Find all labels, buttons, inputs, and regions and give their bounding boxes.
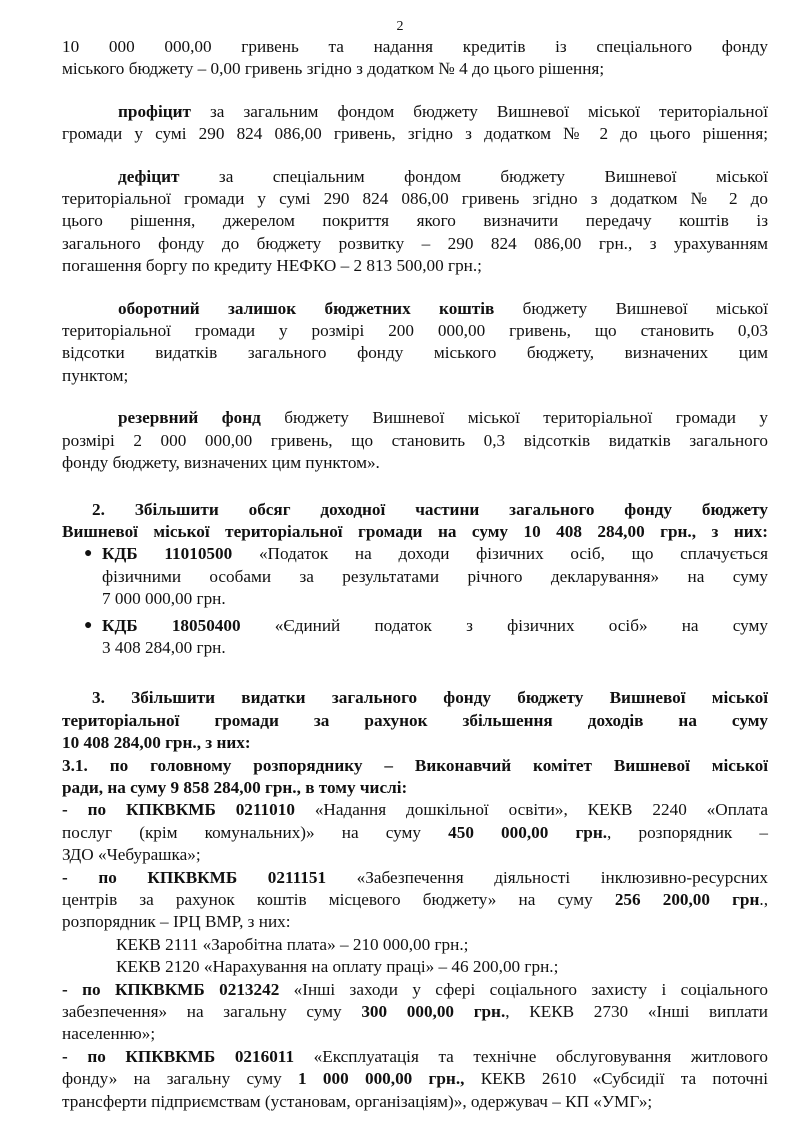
list-item [62, 543, 768, 610]
kpkvkmb-0213242 [62, 979, 768, 1046]
text-line: фонду бюджету, визначених цим пунктом». [62, 453, 380, 473]
text-span: фонду» на загальну суму [62, 1069, 299, 1089]
text-line: ЗДО «Чебурашка»; [62, 845, 201, 865]
text-span: 300 000,00 грн. [361, 1002, 506, 1022]
text-line: розпорядник – ІРЦ ВМР, з них: [62, 912, 291, 932]
text-span: , розпорядник – [607, 822, 768, 842]
text-span: - по КПКВКМБ 0211151 [62, 867, 327, 887]
text-span: забезпечення» на загальну суму [62, 1002, 362, 1022]
text-span: , КЕКВ 2730 «Інші виплати [505, 1002, 768, 1022]
text-line: відсотки видатків загального фонду міського бюджету, визначених цим [62, 343, 768, 363]
text-line: міського бюджету – 0,00 гривень згідно з додатком № 4 до цього рішення; [62, 59, 605, 79]
text-line: 3 408 284,00 грн. [102, 637, 226, 657]
text-span: послуг (крім комунальних)» на суму [62, 822, 449, 842]
text-line: трансферти підприємствам (установам, організаціям)», одержувач – КП «УМГ»; [62, 1091, 653, 1111]
term-deficit: дефіцит [118, 166, 180, 186]
text-line [62, 166, 768, 188]
bullet-icon: ● [84, 546, 93, 562]
term-reserve: резервний фонд [118, 408, 261, 428]
text-span: бюджету Вишневої міської [494, 298, 768, 318]
text-span: - по КПКВКМБ 0216011 [62, 1046, 295, 1066]
text-line: 3. Збільшити видатки загального фонду бюджету Вишневої міської [92, 688, 768, 708]
text-span: «Єдиний податок з фізичних осіб» на суму [240, 615, 768, 635]
text-span: 256 200,00 грн [614, 890, 760, 909]
text-line: 10 408 284,00 грн., з них: [62, 733, 251, 753]
working-balance-paragraph [62, 298, 768, 388]
text-span: «Інші заходи у сфері соціального захисту і соціального [279, 979, 769, 999]
text-span: ., [759, 890, 768, 909]
proficit-paragraph [62, 101, 768, 146]
deficit-paragraph [62, 166, 768, 278]
text-line: населенню»; [62, 1024, 156, 1044]
text-line [62, 407, 768, 429]
revenue-code: КДБ 18050400 [102, 615, 241, 635]
text-span: за загальним фондом бюджету Вишневої міської територіальної [190, 101, 768, 121]
text-span: - по КПКВКМБ 0211010 [62, 800, 295, 820]
text-span: - по КПКВКМБ 0213242 [62, 979, 280, 999]
text-line: погашення боргу по кредиту НЕФКО – 2 813 500,00 грн.; [62, 256, 482, 276]
text-span: «Податок на доходи фізичних осіб, що сплачується [232, 544, 769, 564]
text-line: КЕКВ 2120 «Нарахування на оплату праці» – 46 200,00 грн.; [116, 957, 559, 977]
text-line: 3.1. по головному розпоряднику – Виконавчий комітет Вишневої міської [62, 755, 768, 775]
text-span: 450 000,00 грн. [448, 822, 608, 842]
page-number: 2 [396, 19, 404, 34]
text-line: пунктом; [62, 365, 129, 385]
text-line: КЕКВ 2111 «Заробітна плата» – 210 000,00 грн.; [116, 934, 469, 954]
intro-paragraph [62, 36, 768, 81]
kpkvkmb-0216011 [62, 1046, 768, 1113]
revenue-code: КДБ 11010500 [102, 544, 233, 564]
text-span: центрів за рахунок коштів місцевого бюджету» на суму [62, 890, 615, 909]
text-span: за спеціальним фондом бюджету Вишневої міської [179, 166, 768, 186]
section-3-heading [62, 687, 768, 799]
text-span: «Забезпечення діяльності інклюзивно-ресурсних [326, 867, 768, 887]
text-line: 7 000 000,00 грн. [102, 589, 226, 609]
text-line: цього рішення, джерелом покриття якого визначити передачу коштів із [62, 211, 768, 231]
text-line: громади у сумі 290 824 086,00 гривень, згідно з додатком № 2 до цього рішення; [62, 124, 768, 144]
text-line: територіальної громади у сумі 290 824 086,00 гривень згідно з додатком № 2 до [62, 189, 768, 209]
text-span: 1 000 000,00 грн., [298, 1069, 465, 1089]
section-2-heading [62, 499, 768, 544]
kpkvkmb-0211151 [62, 867, 768, 979]
text-line: фізичними особами за результатами річного декларування» на суму [102, 566, 768, 586]
reserve-paragraph [62, 407, 768, 474]
list-item [62, 615, 768, 660]
text-line: загального фонду до бюджету розвитку – 290 824 086,00 грн., з урахуванням [62, 233, 768, 253]
text-line: ради, на суму 9 858 284,00 грн., в тому числі: [62, 777, 408, 797]
text-line: територіальної громади за рахунок збільшення доходів на суму [62, 710, 768, 730]
revenue-list [62, 543, 768, 659]
kpkvkmb-0211010 [62, 799, 768, 866]
text-span: КЕКВ 2610 «Субсидії та поточні [464, 1069, 769, 1089]
bullet-icon: ● [84, 617, 93, 633]
text-line [62, 298, 768, 320]
text-span: «Надання дошкільної освіти», КЕКВ 2240 «Оплата [294, 800, 768, 820]
term-working-balance: оборотний залишок бюджетних коштів [118, 298, 495, 318]
text-line [62, 101, 768, 123]
text-span: бюджету Вишневої міської територіальної громади у [260, 408, 768, 428]
text-line: територіальної громади у розмірі 200 000,00 гривень, що становить 0,03 [62, 321, 768, 341]
text-line: Вишневої міської територіальної громади на суму 10 408 284,00 грн., з них: [62, 521, 768, 541]
text-line: 2. Збільшити обсяг доходної частини загального фонду бюджету [92, 499, 768, 519]
term-proficit: профіцит [118, 101, 191, 121]
document-body [62, 36, 768, 1113]
text-span: «Експлуатація та технічне обслуговування житлового [294, 1046, 768, 1066]
text-line: розмірі 2 000 000,00 гривень, що становить 0,3 відсотків видатків загального [62, 430, 768, 450]
text-line: 10 000 000,00 гривень та надання кредитів із спеціального фонду [62, 37, 768, 56]
